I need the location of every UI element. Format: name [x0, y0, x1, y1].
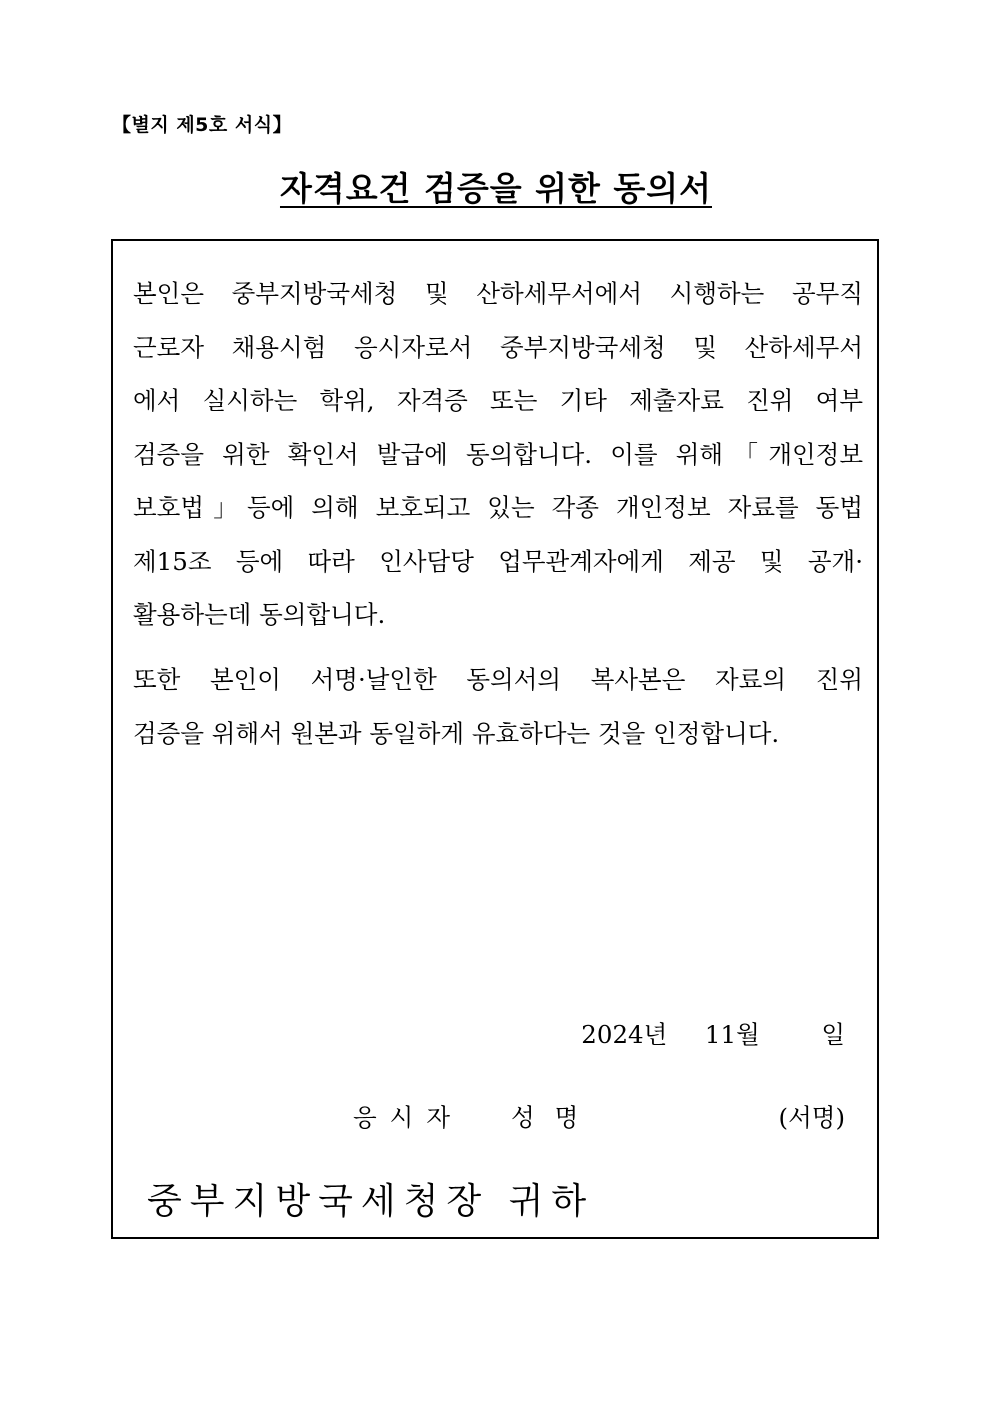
paragraph-line: 보호법」등에 의해 보호되고 있는 각종 개인정보 자료를 동법: [133, 493, 863, 522]
consent-box: [111, 239, 879, 1239]
paragraph-line: 활용하는데 동의합니다.: [133, 600, 386, 629]
recipient: 중부지방국세청장 귀하: [147, 1181, 595, 1222]
signature-label: (서명): [778, 1103, 845, 1132]
paragraph-line: 제15조 등에 따라 인사담당 업무관계자에게 제공 및 공개·: [133, 546, 863, 576]
document-title-wrapper: [0, 163, 992, 210]
paragraph-line: 또한 본인이 서명·날인한 동의서의 복사본은 자료의 진위: [133, 665, 863, 694]
consent-paragraph-2: [133, 653, 863, 760]
name-label: 성명: [511, 1103, 599, 1132]
paragraph-line: 검증을 위한 확인서 발급에 동의합니다. 이를 위해「개인정보: [133, 439, 863, 469]
paragraph-line: 검증을 위해서 원본과 동일하게 유효하다는 것을 인정합니다.: [133, 718, 780, 748]
paragraph-line: 에서 실시하는 학위, 자격증 또는 기타 제출자료 진위 여부: [133, 386, 863, 415]
consent-paragraph-1: [133, 267, 863, 642]
date-month: 11월: [704, 1020, 760, 1049]
paragraph-line: 본인은 중부지방국세청 및 산하세무서에서 시행하는 공무직: [133, 279, 863, 308]
date-day: 일: [821, 1020, 845, 1049]
consent-date: [581, 1016, 845, 1051]
applicant-label: 응시자: [353, 1103, 464, 1132]
date-year: 2024년: [581, 1020, 668, 1049]
paragraph-line: 근로자 채용시험 응시자로서 중부지방국세청 및 산하세무서: [133, 332, 863, 362]
document-title: 자격요건 검증을 위한 동의서: [279, 169, 712, 208]
form-number: 【별지 제5호 서식】: [112, 114, 293, 136]
